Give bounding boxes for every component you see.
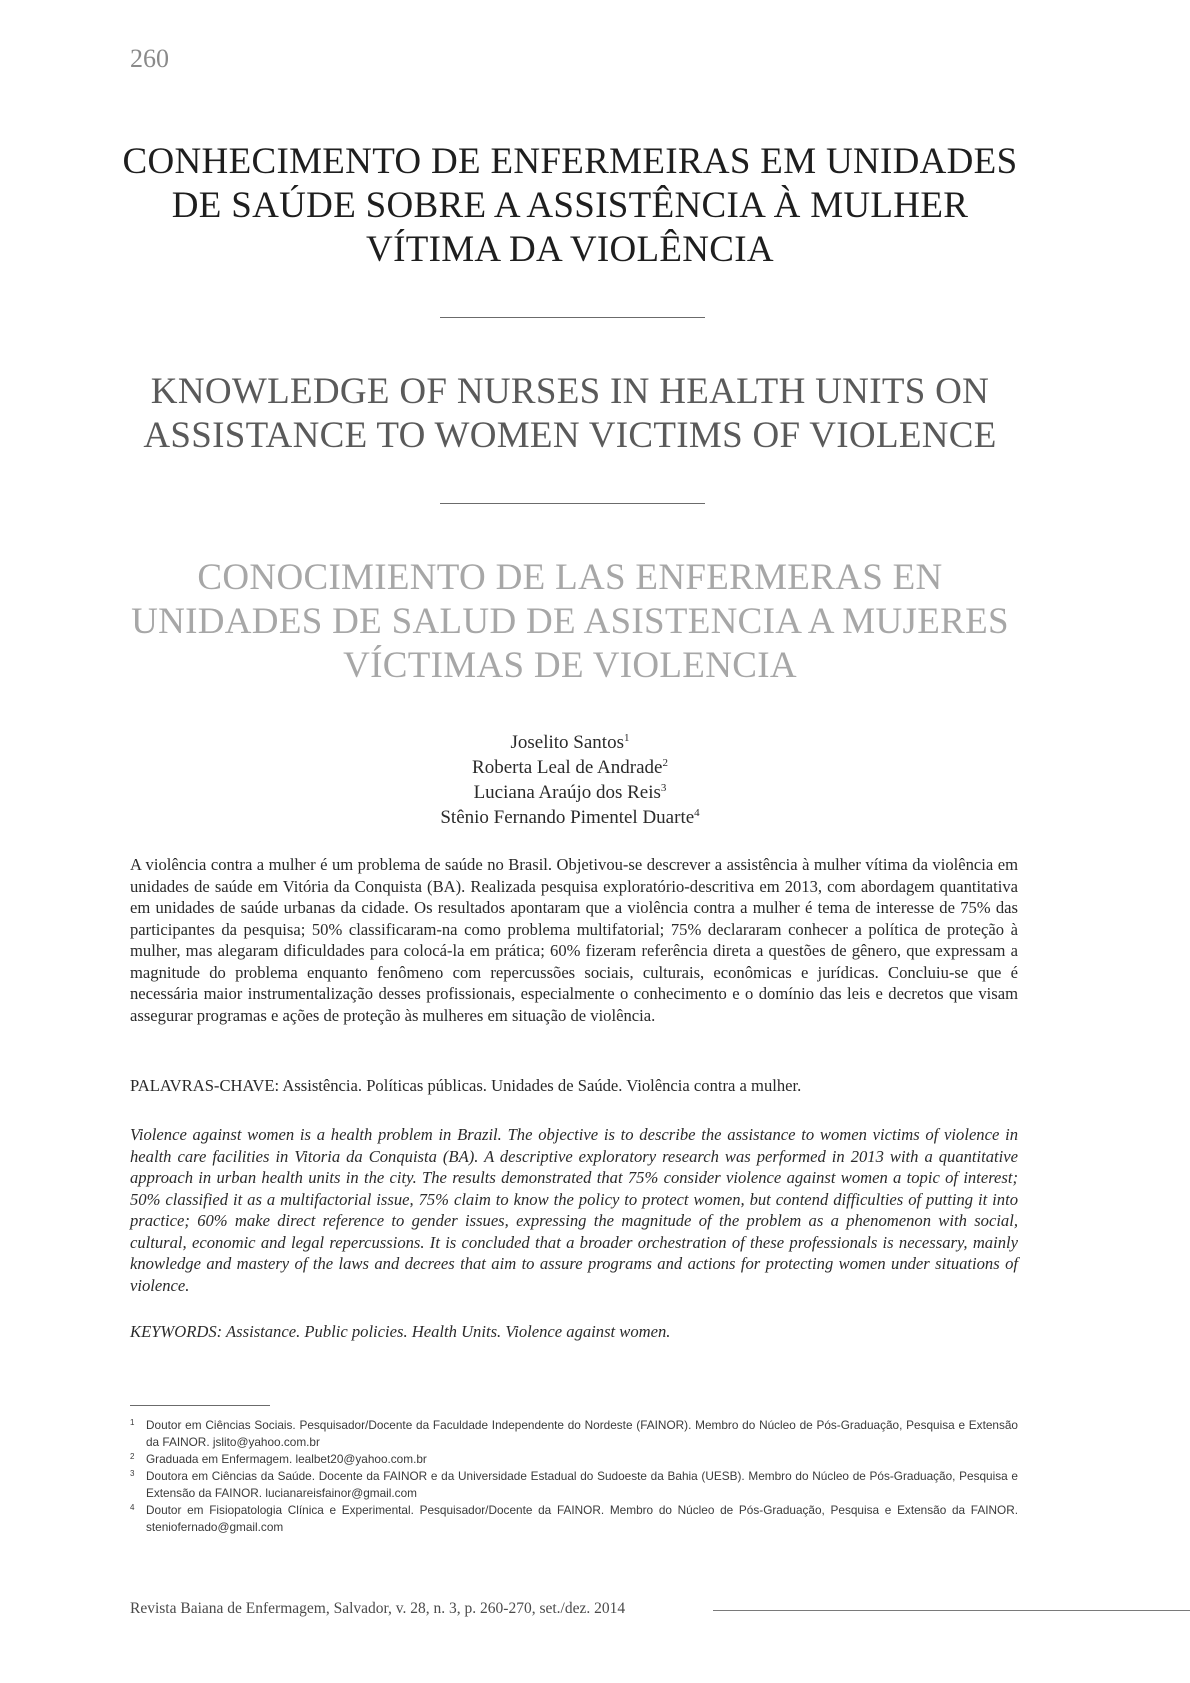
author-footnote-ref: 2 xyxy=(662,757,668,769)
author: Roberta Leal de Andrade$^2$ xyxy=(472,757,668,778)
title-portuguese: CONHECIMENTO DE ENFERMEIRAS EM UNIDADES DE SAÚDE SOBRE A ASSISTÊNCIA À MULHER VÍTIMA DA VIOLÊNCIA xyxy=(122,141,1018,270)
author: Joselito Santos$^1$ xyxy=(510,732,630,753)
title-divider xyxy=(440,317,705,318)
page-number: 260 xyxy=(130,44,169,73)
footnotes xyxy=(130,1417,1018,1536)
author: Stênio Fernando Pimentel Duarte$^4$ xyxy=(440,807,700,828)
footnote-text: Graduada em Enfermagem. lealbet20@yahoo.com.br xyxy=(146,1452,427,1466)
keywords-portuguese: PALAVRAS-CHAVE: Assistência. Políticas públicas. Unidades de Saúde. Violência contra a mulher. xyxy=(130,1076,802,1095)
title-english: KNOWLEDGE OF NURSES IN HEALTH UNITS ON ASSISTANCE TO WOMEN VICTIMS OF VIOLENCE xyxy=(143,371,997,456)
keywords-english: KEYWORDS: Assistance. Public policies. Health Units. Violence against women. xyxy=(130,1322,671,1341)
footnote xyxy=(130,1468,1018,1502)
footnote-number: 1 xyxy=(130,1418,135,1427)
footnote-number: 2 xyxy=(130,1452,135,1461)
author-footnote-ref: 3 xyxy=(660,782,667,794)
footnote-number: 3 xyxy=(130,1469,135,1478)
author: Luciana Araújo dos Reis$^3$ xyxy=(473,782,667,803)
author-footnote-ref: 1 xyxy=(623,732,630,744)
footnote-text: Doutor em Fisiopatologia Clínica e Experimental. Pesquisador/Docente da FAINOR. Membro do Núcleo de Pós-Graduação, Pesquisa e Extensão da FAINOR. steniofernado@gmail.com xyxy=(146,1503,1018,1534)
abstract-portuguese: A violência contra a mulher é um problema de saúde no Brasil. Objetivou-se descrever a assistência à mulher vítima da violência em unidades de saúde em Vitória da Conquista (BA). Realizada pesquisa exploratório-descritiva em 2013, com abordagem quantitativa em unidades de saúde urbanas da cidade. Os resultados apontaram que a violência contra a mulher é tema de interesse de 75% das participantes da pesquisa; 50% classificaram-na como problema multifatorial; 75% declararam conhecer a política de proteção à mulher, mas alegaram dificuldades para colocá-la em prática; 60% fizeram referência direta a questões de gênero, que expressam a magnitude do problema enquanto fenômeno com repercussões sociais, culturais, econômicas e jurídicas. Concluiu-se que é necessária maior instrumentalização desses profissionais, especialmente o conhecimento e o domínio das leis e decretos que visam assegurar programas e ações de proteção às mulheres em situação de violência. xyxy=(130,855,1018,1025)
journal-citation-footer: Revista Baiana de Enfermagem, Salvador, v. 28, n. 3, p. 260-270, set./dez. 2014 xyxy=(130,1600,626,1617)
author-list xyxy=(120,730,1020,830)
abstract-english: Violence against women is a health problem in Brazil. The objective is to describe the assistance to women victims of violence in health care facilities in Vitoria da Conquista (BA). A descriptive exploratory research was performed in 2013 with a quantitative approach in urban health units in the city. The results demonstrated that 75% consider violence against women a topic of interest; 50% classified it as a multifactorial issue, 75% claim to know the policy to protect women, but contend difficulties of putting it into practice; 60% make direct reference to gender issues, expressing the magnitude of the problem as a phenomenon with social, cultural, economic and legal repercussions. It is concluded that a broader orchestration of these professionals is necessary, mainly knowledge and mastery of the laws and decrees that aim to assure programs and actions for protecting women under situations of violence. xyxy=(130,1125,1018,1295)
footer-divider xyxy=(713,1610,1190,1611)
footnote-text: Doutora em Ciências da Saúde. Docente da FAINOR e da Universidade Estadual do Sudoeste da Bahia (UESB). Membro do Núcleo de Pós-Graduação, Pesquisa e Extensão da FAINOR. lucianareisfainor@gmail.com xyxy=(146,1469,1018,1500)
title-divider xyxy=(440,503,705,504)
footnote xyxy=(130,1502,1018,1536)
author-footnote-ref: 4 xyxy=(694,807,700,819)
footnote-text: Doutor em Ciências Sociais. Pesquisador/Docente da Faculdade Independente do Nordeste (FAINOR). Membro do Núcleo de Pós-Graduação, Pesquisa e Extensão da FAINOR. jslito@yahoo.com.br xyxy=(146,1418,1018,1449)
title-spanish: CONOCIMIENTO DE LAS ENFERMERAS EN UNIDADES DE SALUD DE ASISTENCIA A MUJERES VÍCTIMAS DE VIOLENCIA xyxy=(131,557,1009,686)
footnote xyxy=(130,1417,1018,1451)
footnote-number: 4 xyxy=(130,1503,135,1512)
footnote xyxy=(130,1451,1018,1468)
footnote-divider xyxy=(130,1405,270,1406)
